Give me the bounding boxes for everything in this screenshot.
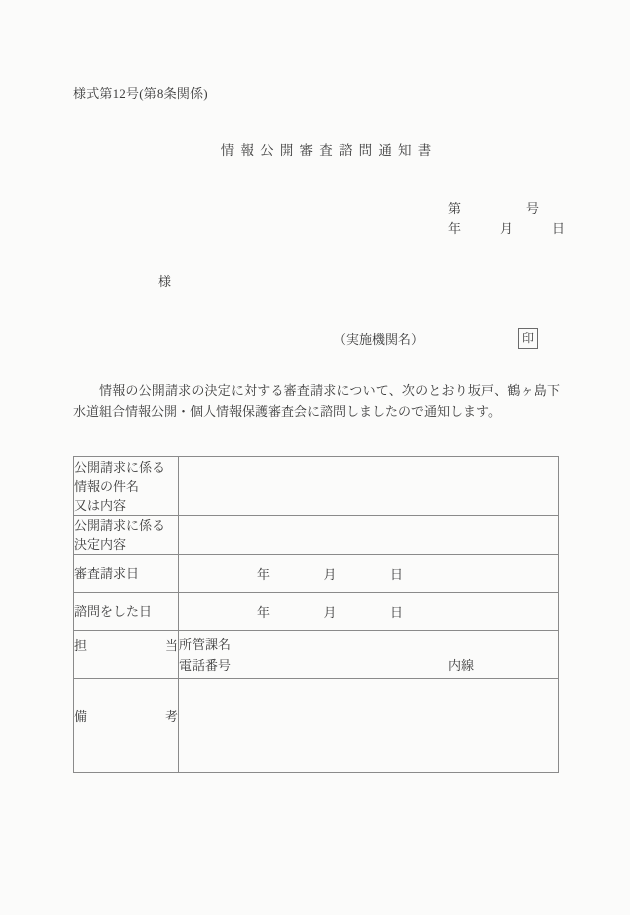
- issuer-label: （実施機関名）: [333, 332, 425, 347]
- contact-department-row[interactable]: [179, 634, 558, 655]
- label-line: 公開請求に係る: [74, 459, 166, 475]
- row-value-contact: [179, 631, 559, 679]
- contact-department-label: 所管課名: [179, 636, 232, 652]
- label-line: 諮問をした日: [74, 604, 153, 619]
- document-date-line: 年 月 日: [448, 221, 566, 236]
- table-row: [74, 457, 559, 516]
- label-line: 公開請求に係る: [74, 518, 166, 533]
- form-number: 様式第12号(第8条関係): [73, 86, 208, 101]
- table-row: [74, 516, 559, 555]
- row-label-remarks: [74, 679, 179, 773]
- label-line: 情報の件名: [74, 478, 140, 494]
- row-value-inquiry-date[interactable]: [179, 593, 559, 631]
- table-row: [74, 679, 559, 773]
- date-placeholder: 年 月 日: [257, 567, 404, 582]
- label-line: 備考: [74, 708, 178, 724]
- table-row: [74, 593, 559, 631]
- issuer-row: [333, 328, 538, 349]
- label-line: 決定内容: [74, 537, 127, 552]
- label-line: 担当: [74, 637, 178, 653]
- row-value-remarks[interactable]: [179, 679, 559, 773]
- row-label-review-request-date: [74, 555, 179, 593]
- document-meta-block: [448, 199, 565, 239]
- addressee-honorific: 様: [158, 274, 172, 289]
- row-label-subject: [74, 457, 179, 516]
- row-value-subject[interactable]: [179, 457, 559, 516]
- body-paragraph: 情報の公開請求の決定に対する審査請求について、次のとおり坂戸、鶴ヶ島下水道組合情報公開・個人情報保護審査会に諮問しましたので通知します。: [73, 383, 560, 419]
- table-row: [74, 631, 559, 679]
- row-value-review-request-date[interactable]: [179, 555, 559, 593]
- date-placeholder: 年 月 日: [257, 605, 404, 620]
- form-table: [73, 456, 559, 773]
- row-label-inquiry-date: [74, 593, 179, 631]
- contact-phone-row[interactable]: [179, 655, 558, 676]
- table-row: [74, 555, 559, 593]
- row-value-decision[interactable]: [179, 516, 559, 555]
- document-number-line: 第 号: [448, 201, 540, 216]
- page-title: 情報公開審査諮問通知書: [220, 143, 438, 158]
- label-line: 又は内容: [74, 497, 127, 513]
- contact-extension-label: 内線: [447, 657, 474, 673]
- row-label-decision: [74, 516, 179, 555]
- label-line: 審査請求日: [74, 566, 140, 581]
- seal-stamp-icon: 印: [518, 328, 538, 349]
- row-label-contact: [74, 631, 179, 679]
- contact-phone-label: 電話番号: [179, 657, 232, 673]
